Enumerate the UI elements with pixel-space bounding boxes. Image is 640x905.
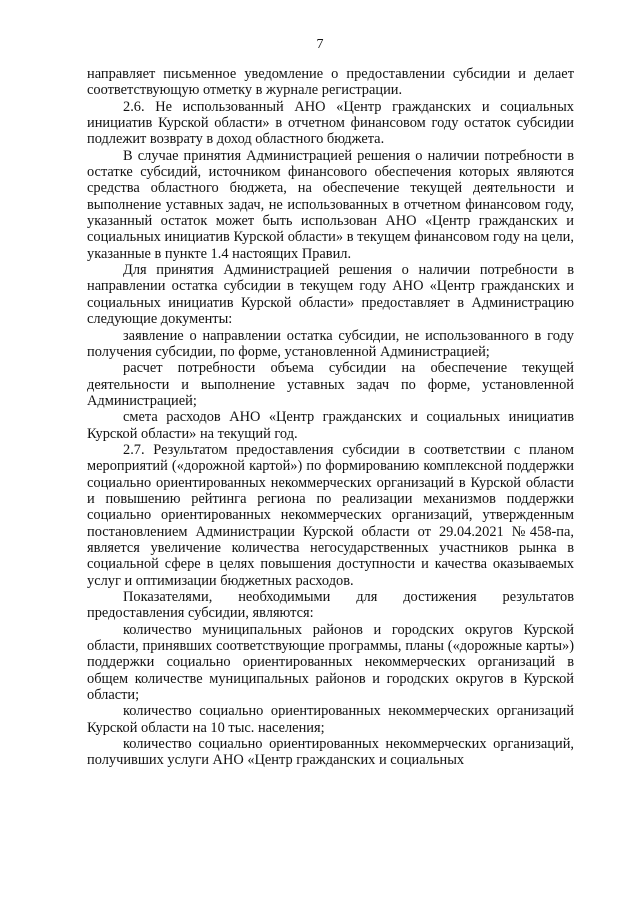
- paragraph-indicator-municipalities: количество муниципальных районов и городских округов Курской области, принявших соответствующие программы, планы («дорожные карты») поддержки социально ориентированных некоммерческих организаций в общем количестве муниципальных районов и городских округов в Курской области;: [87, 621, 574, 704]
- paragraph-calculation: расчет потребности объема субсидии на обеспечение текущей деятельности и выполнение уставных задач по форме, установленной Администрацией;: [87, 360, 574, 409]
- paragraph-2-6: 2.6. Не использованный АНО «Центр гражданских и социальных инициатив Курской области» в отчетном финансовом году остаток субсидии подлежит возврату в доход областного бюджета.: [87, 98, 574, 148]
- document-body: [87, 66, 574, 769]
- page-number: 7: [316, 37, 324, 52]
- paragraph-indicators-intro: Показателями, необходимыми для достижения результатов предоставления субсидии, являются:: [87, 589, 574, 622]
- paragraph-2-7: 2.7. Результатом предоставления субсидии в соответствии с планом мероприятий («дорожной картой») по формированию комплексной поддержки социально ориентированных некоммерческих организаций в Курской области и повышению рейтинга региона по реализации механизмов поддержки социально ориентированных некоммерческих организаций, утвержденным постановлением Администрации Курской области от 29.04.2021 №458-па, является увеличение количества негосударственных участников рынка в социальной сфере в целях повышения доступности и качества оказываемых услуг и оптимизации бюджетных расходов.: [87, 441, 574, 589]
- paragraph-remaining-subsidy: В случае принятия Администрацией решения о наличии потребности в остатке субсидий, источником финансового обеспечения которых являются средства областного бюджета, на обеспечение текущей деятельности и выполнение уставных задач, не использованных в отчетном финансовом году, указанный остаток может быть использован АНО «Центр гражданских и социальных инициатив Курской области» в текущем финансовом году на цели, указанные в пункте 1.4 настоящих Правил.: [87, 147, 574, 262]
- paragraph-documents-intro: Для принятия Администрацией решения о наличии потребности в направлении остатка субсидии в текущем году АНО «Центр гражданских и социальных инициатив Курской области» предоставляет в Администрацию следующие документы:: [87, 262, 574, 328]
- paragraph-registration-note: направляет письменное уведомление о предоставлении субсидии и делает соответствующую отметку в журнале регистрации.: [87, 66, 574, 99]
- paragraph-indicator-organizations-served: количество социально ориентированных некоммерческих организаций, получивших услуги АНО «Центр гражданских и социальных: [87, 736, 574, 769]
- paragraph-application: заявление о направлении остатка субсидии, не использованного в году получения субсидии, по форме, установленной Администрацией;: [87, 327, 574, 360]
- paragraph-estimate: смета расходов АНО «Центр гражданских и социальных инициатив Курской области» на текущий год.: [87, 409, 574, 442]
- paragraph-indicator-organizations-per-population: количество социально ориентированных некоммерческих организаций Курской области на 10 тыс. населения;: [87, 703, 574, 736]
